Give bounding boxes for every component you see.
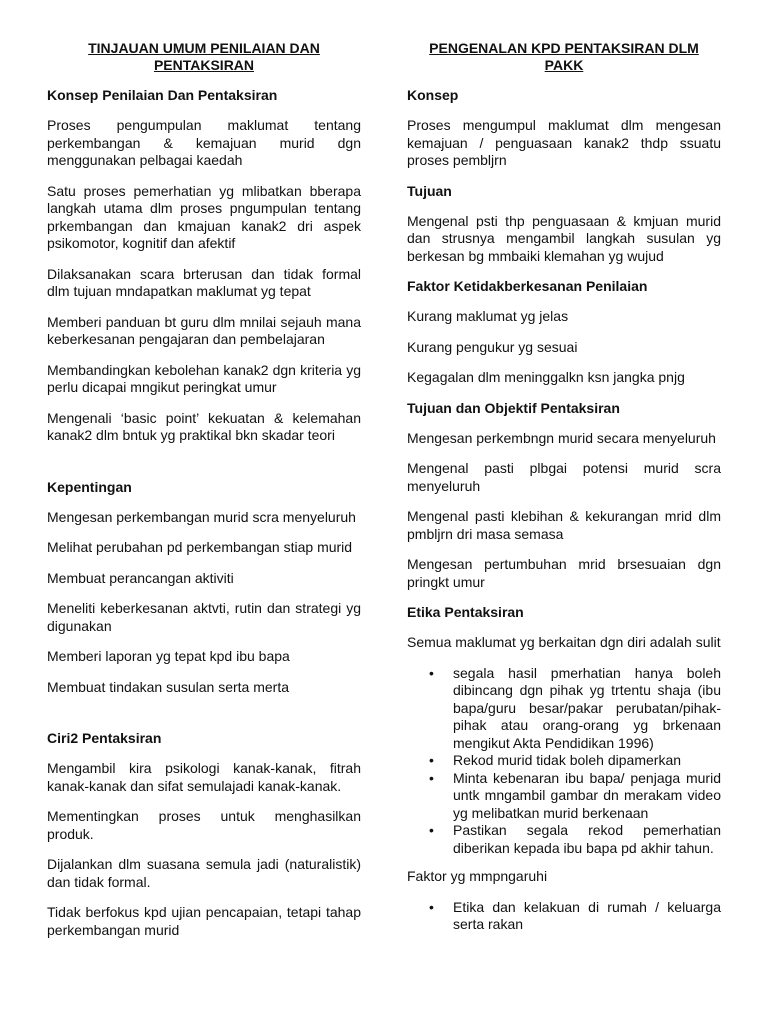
paragraph: Mengenal pasti klebihan & kekurangan mrid dlm pmbljrn dri masa semasa	[407, 508, 721, 542]
paragraph: Semua maklumat yg berkaitan dgn diri adalah sulit	[407, 634, 721, 650]
list-item: • Etika dan kelakuan di rumah / keluarga serta rakan	[453, 899, 721, 934]
paragraph: Membuat tindakan susulan serta merta	[47, 678, 290, 695]
paragraph: Dilaksanakan scara brterusan dan tidak formal dlm tujuan mndapatkan maklumat yg tepat	[47, 265, 361, 299]
paragraph: Tidak berfokus kpd ujian pencapaian, tetapi tahap perkembangan murid	[47, 904, 361, 938]
right-title-line: PENGENALAN KPD PENTAKSIRAN DLM	[429, 40, 699, 56]
section-heading-konsep: Konsep	[407, 87, 459, 103]
paragraph: Mengenal pasti plbgai potensi murid scra menyeluruh	[407, 460, 721, 494]
right-column-title	[407, 40, 721, 74]
section-heading-ciri2-pentaksiran: Ciri2 Pentaksiran	[47, 730, 162, 746]
faktor-bullet-list	[407, 899, 721, 934]
paragraph: Kegagalan dlm meninggalkn ksn jangka pnjg	[407, 369, 685, 385]
paragraph: Satu proses pemerhatian yg mlibatkan bberapa langkah utama dlm proses pngumpulan tentang prkembangan dan kmajuan kanak2 dri aspek psikomotor, kognitif dan afektif	[47, 182, 361, 251]
left-column-title	[47, 40, 361, 74]
section-heading-tujuan-objektif: Tujuan dan Objektif Pentaksiran	[407, 399, 620, 416]
paragraph: Mengesan perkembangan murid scra menyeluruh	[47, 508, 356, 525]
paragraph: Kurang pengukur yg sesuai	[407, 338, 578, 355]
paragraph: Memberi panduan bt guru dlm mnilai sejauh mana keberkesanan pengajaran dan pembelajaran	[47, 313, 361, 347]
right-title-line: PAKK	[544, 57, 584, 73]
section-gap	[47, 458, 361, 479]
paragraph: Mengenali ‘basic point’ kekuatan & kelemahan kanak2 dlm bntuk yg praktikal bkn skadar teori	[47, 409, 361, 443]
left-title-line: TINJAUAN UMUM PENILAIAN DAN	[88, 40, 320, 56]
section-heading-tujuan: Tujuan	[407, 182, 452, 199]
paragraph: Mengesan pertumbuhan mrid brsesuaian dgn pringkt umur	[407, 556, 721, 590]
section-heading-konsep-penilaian: Konsep Penilaian Dan Pentaksiran	[47, 87, 278, 103]
paragraph: Mengambil kira psikologi kanak-kanak, fitrah kanak-kanak dan sifat semulajadi kanak-kanak.	[47, 760, 361, 794]
paragraph: Membandingkan kebolehan kanak2 dgn kriteria yg perlu dicapai mngikut peringkat umur	[47, 361, 361, 395]
paragraph: Melihat perubahan pd perkembangan stiap murid	[47, 539, 353, 555]
list-item: • segala hasil pmerhatian hanya boleh dibincang dgn pihak yg trtentu shaja (ibu bapa/guru besar/pakar perubatan/pihak-pihak atau orang-orang yg brkenaan mengikut Akta Pendidikan 1996)	[453, 665, 721, 753]
left-title-line: PENTAKSIRAN	[153, 57, 255, 73]
paragraph: Proses mengumpul maklumat dlm mengesan kemajuan / penguasaan kanak2 thdp ssuatu proses pembljrn	[407, 117, 721, 168]
paragraph: Membuat perancangan aktiviti	[47, 569, 234, 586]
etika-bullet-list	[407, 665, 721, 858]
list-item: • Rekod murid tidak boleh dipamerkan	[453, 752, 721, 770]
paragraph: Meneliti keberkesanan aktvti, rutin dan strategi yg digunakan	[47, 600, 361, 634]
section-heading-etika-pentaksiran: Etika Pentaksiran	[407, 604, 524, 620]
paragraph: Dijalankan dlm suasana semula jadi (naturalistik) dan tidak formal.	[47, 856, 361, 890]
section-gap	[47, 709, 361, 730]
section-heading-faktor-ketidakberkesanan: Faktor Ketidakberkesanan Penilaian	[407, 278, 648, 294]
right-column	[407, 40, 721, 945]
paragraph: Proses pengumpulan maklumat tentang perkembangan & kemajuan murid dgn menggunakan pelbagai kaedah	[47, 117, 361, 168]
left-column	[47, 40, 361, 952]
list-item: • Pastikan segala rekod pemerhatian diberikan kepada ibu bapa pd akhir tahun.	[453, 822, 721, 857]
paragraph: Mengesan perkembngn murid secara menyeluruh	[407, 429, 716, 446]
paragraph: Memberi laporan yg tepat kpd ibu bapa	[47, 648, 290, 664]
list-item: • Minta kebenaran ibu bapa/ penjaga murid untk mngambil gambar dn merakam video yg melibatkan murid berkenaan	[453, 770, 721, 823]
faktor-label: Faktor yg mmpngaruhi	[407, 868, 548, 884]
paragraph: Mementingkan proses untuk menghasilkan produk.	[47, 808, 361, 842]
section-heading-kepentingan: Kepentingan	[47, 478, 132, 495]
paragraph: Kurang maklumat yg jelas	[407, 308, 569, 324]
paragraph: Mengenal psti thp penguasaan & kmjuan murid dan strusnya mengambil langkah susulan yg berkesan bg mmbaiki klemahan yg wujud	[407, 212, 721, 264]
